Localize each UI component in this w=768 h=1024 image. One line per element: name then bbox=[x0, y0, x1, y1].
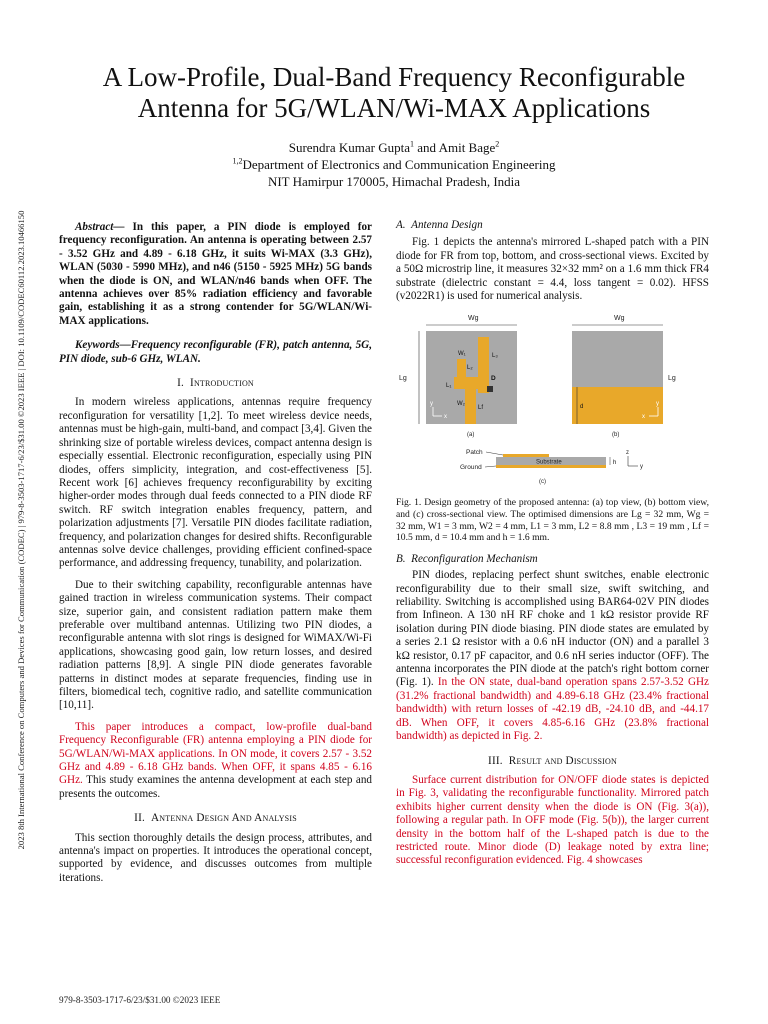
l1-label: L₁ bbox=[446, 383, 452, 390]
subsection-b-title: Reconfiguration Mechanism bbox=[411, 552, 538, 565]
intro-paragraph-3 bbox=[59, 721, 372, 801]
axis-x-label-a: x bbox=[444, 414, 447, 421]
doi-sidebar bbox=[14, 150, 28, 910]
right-column bbox=[396, 219, 709, 868]
patch-horizontal-arm bbox=[454, 377, 489, 389]
doi-sidebar-text: 2023 8th International Conference on Computers and Devices for Communication (CODEC) | 979-8-3503-1717-6/23/$31.00 ©2023 IEEE | DOI: 10.1109/CODEC60112.2023.10466150 bbox=[16, 210, 26, 850]
section-2-num: II. bbox=[134, 812, 145, 825]
intro-p3-rest: This study examines the antenna development at each step and presents the outcomes. bbox=[59, 774, 372, 800]
intro-paragraph-1: In modern wireless applications, antennas require frequency reconfiguration for versatility [1,2]. To meet wireless device needs, antennas must be high-gain, multi-band, and compact [3,4]. Given the shrinking size of portable wireless devices, compact antenna design is especially essential. Electronic reconfiguration, especially using PIN diodes, offers simplicity, integration, and cost-effectiveness [5]. Recent work [6] achieves frequency reconfigurability by exciting higher-order modes through dual feeds connected to a PIN diode RF switch. RF switch integration enables frequency, pattern, and polarization adjustments [7]. Versatile PIN diodes facilitate radiation, frequency, and polarization changes for desired shifts. Reconfigurable antennas solve device challenges, providing efficient confined-space performance, and addressing frequency, tunability, and polarization. bbox=[59, 396, 372, 570]
author-1-sup: 1 bbox=[410, 139, 415, 149]
antenna-geometry-figure bbox=[396, 307, 709, 493]
lg-label-a: Lg bbox=[399, 375, 407, 383]
patch-cross-section bbox=[503, 454, 549, 457]
affiliation-dept bbox=[40, 156, 748, 173]
axis-x-label-b: x bbox=[642, 414, 645, 421]
subsection-b-heading bbox=[396, 553, 709, 566]
patch-stub bbox=[457, 359, 466, 377]
section-1-title: Introduction bbox=[190, 377, 254, 390]
section-2-heading bbox=[59, 812, 372, 825]
intro-paragraph-2: Due to their switching capability, reconfigurable antennas have gained traction in wireless communication systems. Their compact size, superior gain, and consistent radiation pattern make them preferable over multiband antennas. Utilizing two PIN diodes, a reconfigurable antenna with slot rings is designed for WiMAX/Wi-Fi applications, showcasing good gain, low return losses, and desired radiation patterns [8,9]. A single PIN diode generates favorable patterns in distinct modes at separate frequencies, finding use in filters, biomedical tech, cognitive radio, and satellite communication [10,11]. bbox=[59, 578, 372, 712]
title-line-2: Antenna for 5G/WLAN/Wi-MAX Applications bbox=[137, 93, 651, 123]
l2-label: L₂ bbox=[467, 365, 473, 372]
paper-title bbox=[40, 62, 748, 124]
author-1: Surendra Kumar Gupta bbox=[288, 140, 411, 155]
w2-label: W₂ bbox=[457, 401, 465, 408]
reconfig-text: PIN diodes, replacing perfect shunt switches, enable electronic reconfigurability due to their small size, swift switching, and reliability. Switching is accomplished using BAR64-02V PIN diodes from Infineon. A 130 nH RF choke and 1 kΩ resistor provide RF isolation during PIN diode biasing. PIN diode states are emulated by a series 2.1 Ω resistor with a 0.6 nH inductor (ON) and a parallel 3 kΩ resistor, 0.17 pF capacitor, and 0.6 nH series inductor (OFF). The antenna incorporates the PIN diode at the patch's right bottom corner (Fig. 1). bbox=[396, 569, 709, 689]
caption-a: (a) bbox=[467, 432, 475, 439]
subsection-a-num: A. bbox=[396, 219, 406, 231]
keywords-text: Frequency reconfigurable (FR), patch antenna, 5G, PIN diode, sub-6 GHz, WLAN. bbox=[59, 339, 372, 365]
intro-p3-highlight: This paper introduces a compact, low-profile dual-band Frequency Reconfigurable (FR) antenna employing a PIN diode for 5G/WLAN/Wi-MAX applications. In ON mode, it covers 2.57 - 3.52 GHz and 4.89 - 6.18 GHz bands. When OFF, it spans 4.85 - 6.16 GHz. bbox=[59, 720, 372, 787]
w1-label: W₁ bbox=[458, 351, 466, 358]
affiliation-inst: NIT Hamirpur 170005, Himachal Pradesh, India bbox=[267, 174, 521, 189]
ground-label: Ground bbox=[460, 464, 482, 472]
department: Department of Electronics and Communication Engineering bbox=[242, 157, 556, 172]
antenna-design-paragraph: Fig. 1 depicts the antenna's mirrored L-shaped patch with a PIN diode for FR from top, bottom, and cross-sectional views. Excited by a 50Ω microstrip line, it measures 32×32 mm² on a 1.6 mm thick FR4 substrate (dielectric constant = 4.4, loss tangent = 0.02). HFSS (v2022R1) is used for numerical analysis. bbox=[396, 236, 709, 303]
section-1-num: I. bbox=[177, 377, 185, 390]
affil-sup: 1,2 bbox=[232, 156, 243, 166]
author-names bbox=[40, 139, 748, 156]
abstract bbox=[59, 221, 372, 328]
axis-y-label-c: y bbox=[640, 464, 643, 471]
figure-1 bbox=[396, 307, 709, 493]
axis-y-label-b: y bbox=[656, 401, 659, 408]
diode-label: D bbox=[491, 375, 496, 383]
results-paragraph: Surface current distribution for ON/OFF diode states is depicted in Fig. 3, validating the reconfigurable functionality. Mirrored patch exhibits higher current density when the diode is ON (Fig. 3(a)), following a regular path. In OFF mode (Fig. 5(b)), the larger current density in the bottom half of the L-shaped patch is due to the restricted route. Minor diode (D) leakage noted by extra line; successful reconfiguration evidenced. Fig. 4 showcases bbox=[396, 773, 709, 867]
wg-label-b: Wg bbox=[614, 315, 625, 323]
reconfiguration-paragraph bbox=[396, 569, 709, 743]
patch-label: Patch bbox=[466, 449, 483, 457]
footer-copyright: 979-8-3503-1717-6/23/$31.00 ©2023 IEEE bbox=[59, 995, 221, 1005]
author-block bbox=[40, 139, 748, 190]
ground-cross-section bbox=[496, 465, 606, 468]
caption-c: (c) bbox=[539, 479, 546, 486]
pin-diode bbox=[487, 386, 493, 392]
abstract-label: Abstract— bbox=[75, 221, 125, 233]
axis-z-label: z bbox=[626, 450, 629, 457]
ground-plane bbox=[572, 387, 663, 424]
section-3-title: Result and Discussion bbox=[508, 754, 617, 767]
section-2-title: Antenna Design And Analysis bbox=[151, 812, 297, 825]
feed-line bbox=[465, 389, 476, 424]
caption-b: (b) bbox=[612, 432, 620, 439]
section-3-heading bbox=[396, 755, 709, 768]
l3-label: L₃ bbox=[492, 353, 498, 360]
patch-leader bbox=[486, 452, 503, 455]
section-2-paragraph: This section thoroughly details the design process, attributes, and antenna's impact on properties. It introduces the operational concept, supported by evidence, and discusses outcomes from multiple iterations. bbox=[59, 831, 372, 884]
ground-leader bbox=[485, 466, 496, 467]
abstract-text: In this paper, a PIN diode is employed for frequency reconfiguration. An antenna is operating between 2.57 - 3.52 GHz and 4.89 - 6.18 GHz, it suits Wi-MAX (3.3 GHz), WLAN (5030 - 5990 MHz), and n46 (5150 - 5925 MHz) 5G bands when the diode is ON, and WLAN/n46 bands when OFF. The antenna achieves over 85% radiation efficiency and favorable gain, establishing it as a strong contender for 5G/WLAN/Wi-MAX applications. bbox=[59, 221, 372, 327]
h-label: h bbox=[613, 460, 617, 467]
section-3-num: III. bbox=[488, 754, 503, 767]
lf-label: Lf bbox=[478, 405, 484, 412]
subsection-b-num: B. bbox=[396, 552, 406, 565]
keywords-label: Keywords— bbox=[75, 339, 131, 352]
figure-1-caption: Fig. 1. Design geometry of the proposed antenna: (a) top view, (b) bottom view, and (c) cross-sectional view. The optimised dimensions are Lg = 32 mm, Wg = 32 mm, W1 = 3 mm, W2 = 4 mm, L1 = 3 mm, L2 = 8.8 mm , L3 = 19 mm , Lf = 10.5 mm, d = 10.4 mm and h = 1.6 mm. bbox=[396, 497, 709, 544]
author-2-sup: 2 bbox=[495, 139, 500, 149]
section-1-heading bbox=[59, 377, 372, 390]
left-column bbox=[59, 221, 372, 885]
keywords bbox=[59, 339, 372, 366]
reconfig-highlight: In the ON state, dual-band operation spans 2.57-3.52 GHz (31.2% fractional bandwidth) and 4.89-6.18 GHz (23.4% fractional bandwidth) with return losses of -42.19 dB, -24.10 dB, and -44.17 dB. When OFF, it covers 4.85-6.16 GHz (23.8% fractional bandwidth) as depicted in Fig. 2. bbox=[396, 676, 710, 743]
lg-label-b: Lg bbox=[668, 375, 676, 383]
wg-label-a: Wg bbox=[468, 315, 479, 323]
axis-y-label-a: y bbox=[430, 401, 433, 408]
substrate-label: Substrate bbox=[536, 459, 562, 466]
subsection-a-title: Antenna Design bbox=[411, 219, 483, 231]
title-line-1: A Low-Profile, Dual-Band Frequency Reconfigurable bbox=[102, 62, 686, 92]
d-dim-label: d bbox=[580, 404, 584, 411]
subsection-a-heading bbox=[396, 219, 709, 232]
author-2: and Amit Bage bbox=[414, 140, 496, 155]
